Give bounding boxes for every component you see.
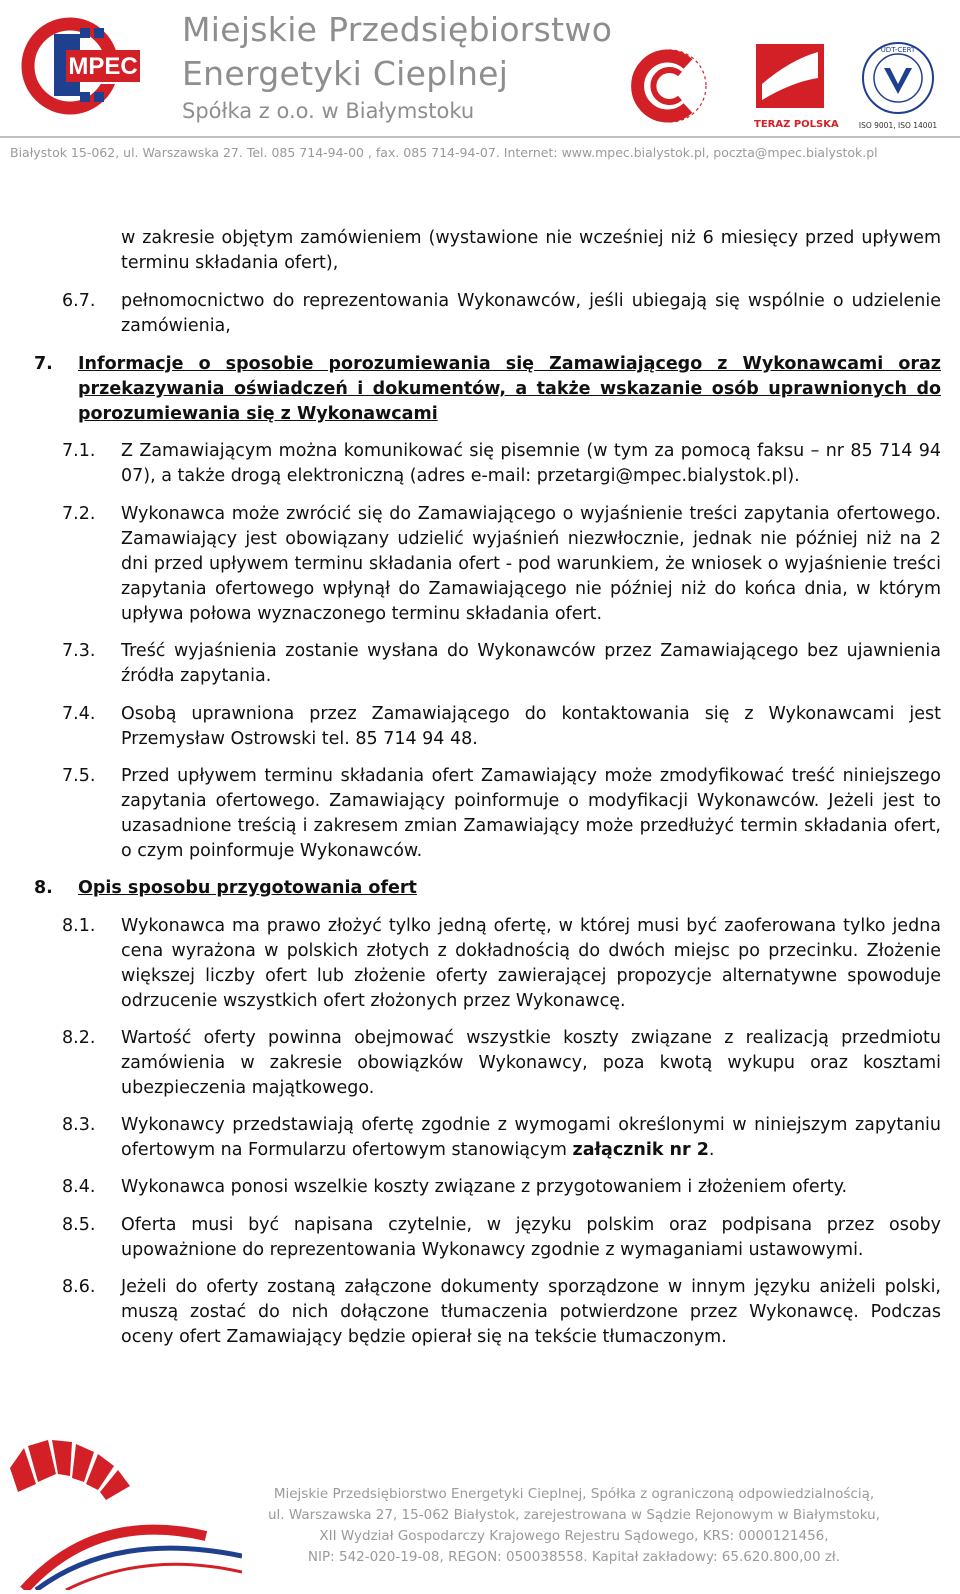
- footer-line: ul. Warszawska 27, 15-062 Białystok, zarejestrowana w Sądzie Rejonowym w Białymstoku,: [267, 1507, 880, 1523]
- item-text: Oferta musi być napisana czytelnie, w języku polskim oraz podpisana przez osoby upoważnione do reprezentowania Wykonawcy zgodnie z wymaganiami ustawowymi.: [121, 1215, 941, 1260]
- mpec-logo: [14, 10, 142, 122]
- item-number: 6.7.: [62, 291, 96, 311]
- item-text: Wykonawca ma prawo złożyć tylko jedną ofertę, w której musi być zaoferowana tylko jedna cena wyrażona w polskich złotych z dokładnością do dwóch miejsc po przecinku. Złożenie większej liczby ofert lub złożenie oferty zawierającej propozycje alternatywne spowoduje odrzucenie wszystkich ofert złożonych przez Wykonawcę.: [121, 916, 941, 1011]
- item-number: 8.5.: [62, 1215, 96, 1235]
- item-number: 8.3.: [62, 1115, 96, 1135]
- item-number: 7.4.: [62, 704, 96, 724]
- footer-line: XII Wydział Gospodarczy Krajowego Rejestru Sądowego, KRS: 0000121456,: [319, 1528, 829, 1544]
- header-divider: [0, 136, 960, 138]
- item-number: 8.6.: [62, 1277, 96, 1297]
- item-number: 7.3.: [62, 641, 96, 661]
- footer-decoration: [6, 1440, 242, 1590]
- footer-company-info: [244, 1484, 904, 1568]
- item-text: Przed upływem terminu składania ofert Zamawiający może zmodyfikować treść niniejszego zapytania ofertowego. Zamawiający poinformuje o modyfikacji Wykonawców. Jeżeli jest to uzasadnione treścią i zakresem zmian Zamawiający może przedłużyć termin składania ofert, o czym poinformuje Wykonawców.: [121, 766, 941, 861]
- item-number: 8.2.: [62, 1028, 96, 1048]
- company-name-line2: Energetyki Cieplnej: [182, 54, 509, 93]
- item-number: 7.2.: [62, 504, 96, 524]
- item-text-part: .: [708, 1140, 715, 1160]
- item-text: [121, 1113, 941, 1163]
- item-number: 7.1.: [62, 441, 96, 461]
- cieplo-systemowe-icon: [630, 42, 710, 130]
- item-text: Wykonawca może zwrócić się do Zamawiającego o wyjaśnienie treści zapytania ofertowego. Zamawiający jest obowiązany udzielić wyjaśnień niezwłocznie, jednak nie później niż na 2 dni przed upływem terminu składania ofert - pod warunkiem, że wniosek o wyjaśnienie treści zapytania ofertowego wpłynął do Zamawiającego nie później niż do końca dnia, w którym upływa połowa wyznaczonego terminu składania ofert.: [121, 504, 941, 624]
- company-name-line3: Spółka z o.o. w Białymstoku: [182, 99, 475, 123]
- item-text: Z Zamawiającym można komunikować się pisemnie (w tym za pomocą faksu – nr 85 714 94 07), a także drogą elektroniczną (adres e-mail: przetargi@mpec.bialystok.pl).: [121, 441, 941, 486]
- section-title: Informacje o sposobie porozumiewania się Zamawiającego z Wykonawcami oraz przekazywania oświadczeń i dokumentów, a także wskazanie osób uprawnionych do porozumiewania się z Wykonawcami: [78, 354, 941, 424]
- item-text: Wartość oferty powinna obejmować wszystkie koszty związane z realizacją przedmiotu zamówienia w zakresie obowiązków Wykonawcy, poza kwotą wykupu oraz kosztami ubezpieczenia majątkowego.: [121, 1028, 941, 1098]
- udt-cert-badge: [860, 40, 936, 130]
- footer-arc-icon: [6, 1440, 242, 1590]
- item-text: Wykonawca ponosi wszelkie koszty związane z przygotowaniem i złożeniem oferty.: [121, 1177, 848, 1197]
- section-number: 7.: [34, 354, 53, 374]
- iso-label: ISO 9001, ISO 14001: [858, 121, 938, 130]
- footer-line: Miejskie Przedsiębiorstwo Energetyki Cieplnej, Spółka z ograniczoną odpowiedzialnością,: [273, 1486, 875, 1502]
- cieplo-systemowe-badge: [630, 42, 710, 130]
- item-text: Jeżeli do oferty zostaną załączone dokumenty sporządzone w innym języku aniżeli polski, muszą zostać do nich dołączone tłumaczenia potwierdzone przez Wykonawcę. Podczas oceny ofert Zamawiający będzie opierał się na tekście tłumaczonym.: [121, 1277, 941, 1347]
- item-text-part: Wykonawcy przedstawiają ofertę zgodnie z wymogami określonymi w niniejszym zapytaniu ofertowym na Formularzu ofertowym stanowiącym: [121, 1115, 941, 1160]
- item-text: Treść wyjaśnienia zostanie wysłana do Wykonawców przez Zamawiającego bez ujawnienia źródła zapytania.: [121, 641, 941, 686]
- item-number: 8.4.: [62, 1177, 96, 1197]
- teraz-polska-icon: [754, 42, 826, 110]
- footer-line: NIP: 542-020-19-08, REGON: 050038558. Kapitał zakładowy: 65.620.800,00 zł.: [307, 1549, 841, 1565]
- attachment-reference: załącznik nr 2: [572, 1140, 709, 1160]
- company-name-line1: Miejskie Przedsiębiorstwo: [182, 10, 613, 49]
- teraz-polska-badge: [754, 42, 839, 130]
- section-number: 8.: [34, 878, 53, 898]
- header-address: Białystok 15-062, ul. Warszawska 27. Tel. 085 714-94-00 , fax. 085 714-94-07. Internet: www.mpec.bialystok.pl, poczta@mpec.bialystok.pl: [10, 145, 878, 160]
- udt-cert-text: UDT-CERT: [880, 46, 916, 54]
- item-number: 7.5.: [62, 766, 96, 786]
- udt-cert-icon: [860, 40, 936, 116]
- continuation-text: w zakresie objętym zamówieniem (wystawione nie wcześniej niż 6 miesięcy przed upływem terminu składania ofert),: [121, 228, 941, 273]
- mpec-logo-graphic: [14, 10, 142, 122]
- item-text: pełnomocnictwo do reprezentowania Wykonawców, jeśli ubiegają się wspólnie o udzielenie zamówienia,: [121, 291, 941, 336]
- section-title: Opis sposobu przygotowania ofert: [78, 878, 417, 898]
- logo-text: MPEC: [68, 53, 138, 80]
- company-name: [182, 8, 612, 126]
- teraz-polska-label: TERAZ POLSKA: [754, 119, 839, 130]
- item-number: 8.1.: [62, 916, 96, 936]
- item-text: Osobą uprawniona przez Zamawiającego do kontaktowania się z Wykonawcami jest Przemysław Ostrowski tel. 85 714 94 48.: [121, 704, 941, 749]
